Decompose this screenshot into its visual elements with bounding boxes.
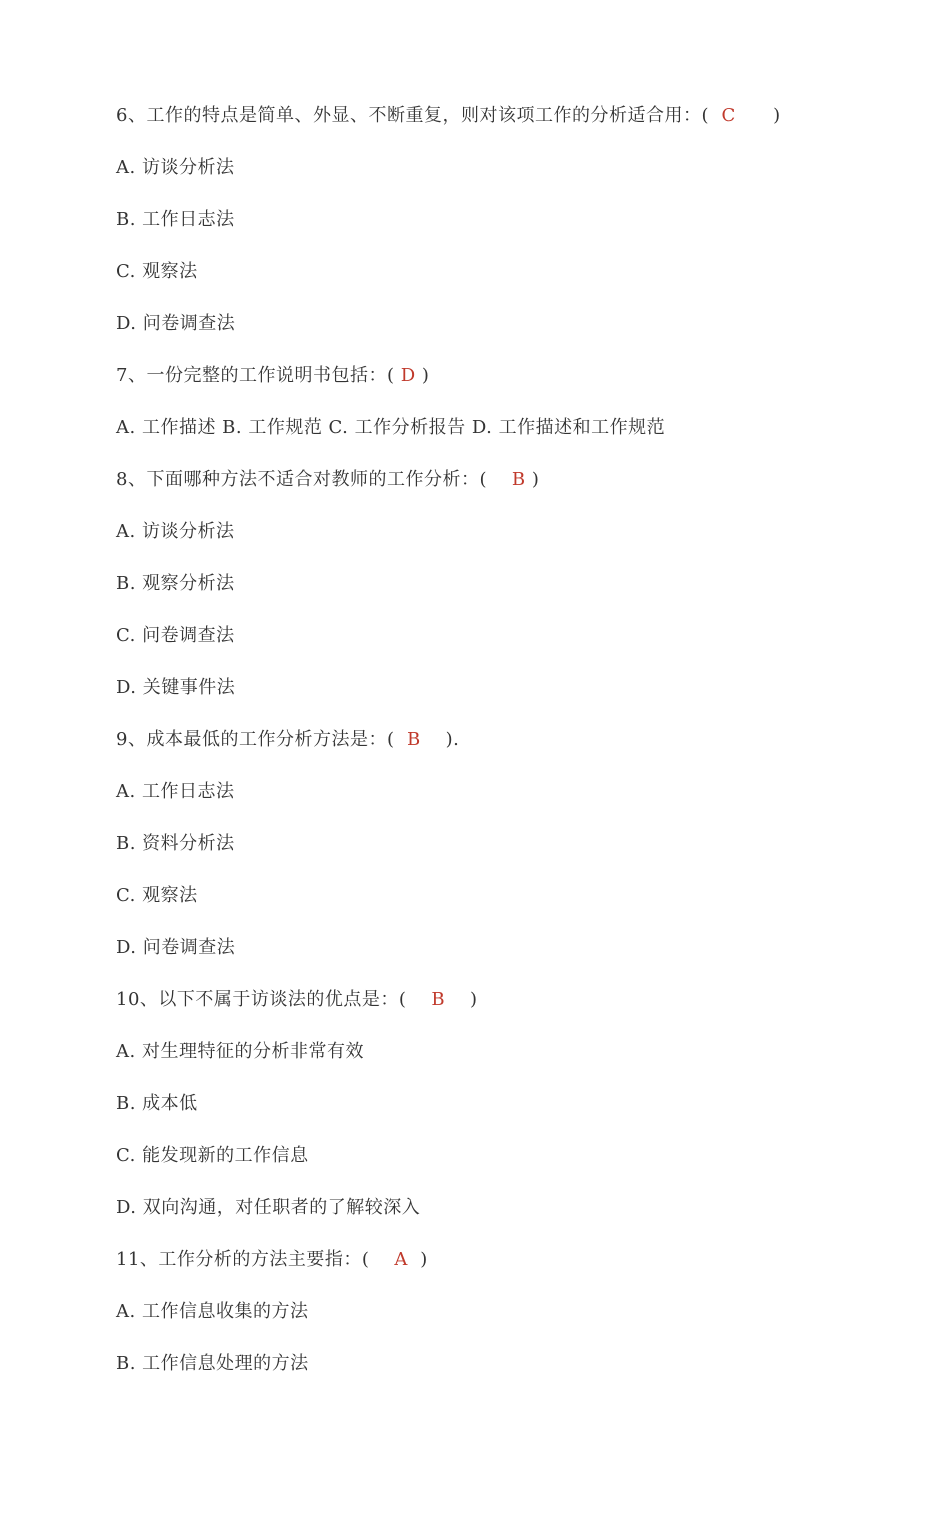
option-line: A. 访谈分析法: [116, 157, 235, 178]
closing-paren: ).: [445, 729, 460, 750]
question-11: [116, 1248, 428, 1272]
option-line: A. 工作描述 B. 工作规范 C. 工作分析报告 D. 工作描述和工作规范: [116, 417, 666, 438]
option-line: C. 观察法: [116, 885, 198, 906]
option-line: B. 观察分析法: [116, 573, 235, 594]
answer-letter: B: [431, 989, 446, 1010]
answer-letter: C: [721, 105, 736, 126]
question-stem: 8、下面哪种方法不适合对教师的工作分析：(: [116, 469, 487, 490]
option-line: D. 双向沟通，对任职者的了解较深入: [116, 1197, 421, 1218]
answer-letter: A: [394, 1249, 408, 1270]
option-line: D. 问卷调查法: [116, 937, 236, 958]
question-9: [116, 728, 459, 752]
answer-letter: B: [406, 729, 421, 750]
question-7: [116, 364, 429, 388]
question-10: [116, 988, 477, 1012]
question-stem: 10、以下不属于访谈法的优点是：(: [116, 989, 407, 1010]
question-stem: 11、工作分析的方法主要指：(: [116, 1249, 370, 1270]
option-line: D. 关键事件法: [116, 677, 236, 698]
answer-letter: D: [400, 365, 416, 386]
option-line: C. 观察法: [116, 261, 198, 282]
question-stem: 7、一份完整的工作说明书包括：(: [116, 365, 395, 386]
option-line: B. 工作信息处理的方法: [116, 1353, 309, 1374]
option-line: B. 成本低: [116, 1093, 198, 1114]
closing-paren: ): [469, 989, 478, 1010]
option-line: D. 问卷调查法: [116, 313, 236, 334]
answer-letter: B: [511, 469, 526, 490]
question-8: [116, 468, 539, 492]
closing-paren: ): [531, 469, 540, 490]
closing-paren: ): [421, 365, 430, 386]
closing-paren: ): [773, 105, 781, 126]
option-line: B. 资料分析法: [116, 833, 235, 854]
question-stem: 6、工作的特点是简单、外显、不断重复，则对该项工作的分析适合用：(: [116, 105, 709, 126]
option-line: A. 对生理特征的分析非常有效: [116, 1041, 364, 1062]
option-line: B. 工作日志法: [116, 209, 235, 230]
option-line: A. 工作信息收集的方法: [116, 1301, 309, 1322]
question-6: [116, 104, 781, 128]
option-line: A. 工作日志法: [116, 781, 235, 802]
option-line: A. 访谈分析法: [116, 521, 235, 542]
question-stem: 9、成本最低的工作分析方法是：(: [116, 729, 395, 750]
option-line: C. 问卷调查法: [116, 625, 235, 646]
closing-paren: ): [420, 1249, 428, 1270]
option-line: C. 能发现新的工作信息: [116, 1145, 309, 1166]
